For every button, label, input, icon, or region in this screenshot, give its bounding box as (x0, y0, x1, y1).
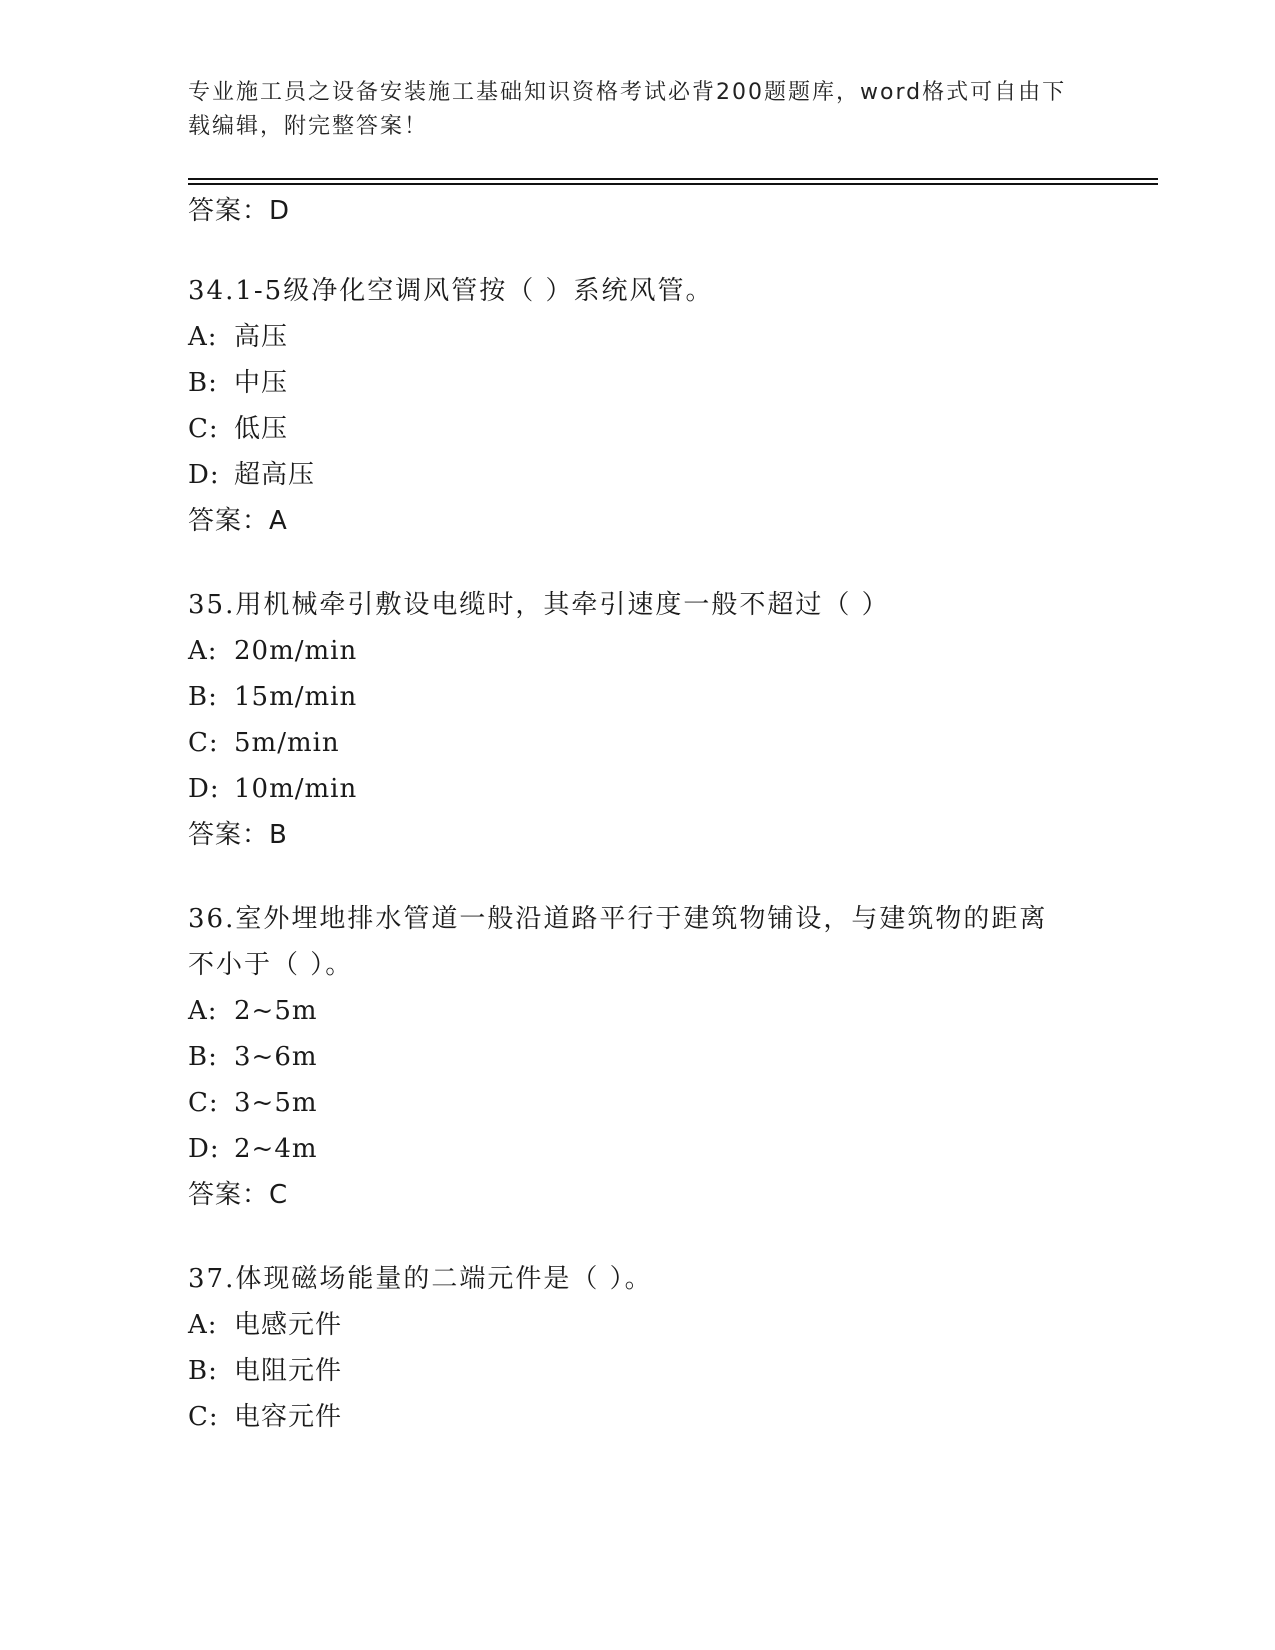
option-text: 高压 (234, 322, 289, 352)
option-b (188, 1034, 1068, 1080)
option-text: 中压 (234, 368, 289, 398)
option-text: 5m/min (234, 728, 340, 758)
option-text: 10m/min (234, 774, 358, 804)
option-letter: A: (188, 996, 218, 1026)
question-stem: 35.用机械牵引敷设电缆时，其牵引速度一般不超过（ ） (188, 590, 890, 620)
option-c (188, 406, 1088, 452)
option-letter: B: (188, 1356, 218, 1386)
option-a (188, 1302, 1088, 1348)
option-c (188, 1394, 1088, 1440)
option-b (188, 674, 1088, 720)
option-d (188, 766, 1088, 812)
option-text: 低压 (234, 414, 289, 444)
option-c (188, 1080, 1068, 1126)
option-text: 电阻元件 (234, 1356, 343, 1386)
option-letter: A: (188, 322, 218, 352)
option-letter: C: (188, 1088, 219, 1118)
header-divider-bottom (188, 183, 1158, 185)
option-text: 20m/min (234, 636, 358, 666)
previous-answer: 答案：D (188, 196, 291, 226)
option-b (188, 360, 1088, 406)
option-text: 3~6m (234, 1042, 318, 1072)
option-letter: C: (188, 728, 219, 758)
option-letter: A: (188, 636, 218, 666)
option-a (188, 628, 1088, 674)
option-b (188, 1348, 1088, 1394)
question-34 (188, 268, 1088, 544)
option-text: 2~5m (234, 996, 318, 1026)
option-c (188, 720, 1088, 766)
question-stem: 36.室外埋地排水管道一般沿道路平行于建筑物铺设，与建筑物的距离不小于（ ）。 (188, 904, 1048, 980)
option-a (188, 314, 1088, 360)
option-letter: D: (188, 774, 220, 804)
option-letter: D: (188, 1134, 220, 1164)
option-text: 电感元件 (234, 1310, 343, 1340)
answer-line: 答案：A (188, 506, 288, 536)
option-d (188, 452, 1088, 498)
header-divider-top (188, 178, 1158, 180)
option-letter: B: (188, 682, 218, 712)
question-37 (188, 1256, 1088, 1440)
option-letter: A: (188, 1310, 218, 1340)
question-35 (188, 582, 1088, 858)
option-d (188, 1126, 1068, 1172)
option-letter: B: (188, 368, 218, 398)
option-a (188, 988, 1068, 1034)
option-letter: B: (188, 1042, 218, 1072)
question-stem: 37.体现磁场能量的二端元件是（ ）。 (188, 1264, 653, 1294)
option-letter: D: (188, 460, 220, 490)
option-text: 15m/min (234, 682, 358, 712)
question-36 (188, 896, 1068, 1218)
option-text: 超高压 (234, 460, 316, 490)
option-letter: C: (188, 414, 219, 444)
option-text: 3~5m (234, 1088, 318, 1118)
answer-line: 答案：B (188, 820, 288, 850)
answer-line: 答案：C (188, 1180, 289, 1210)
option-text: 2~4m (234, 1134, 318, 1164)
question-stem: 34.1-5级净化空调风管按（ ）系统风管。 (188, 276, 714, 306)
page-header: 专业施工员之设备安装施工基础知识资格考试必背200题题库，word格式可自由下载编辑，附完整答案！ (188, 80, 1067, 139)
option-letter: C: (188, 1402, 219, 1432)
option-text: 电容元件 (234, 1402, 343, 1432)
